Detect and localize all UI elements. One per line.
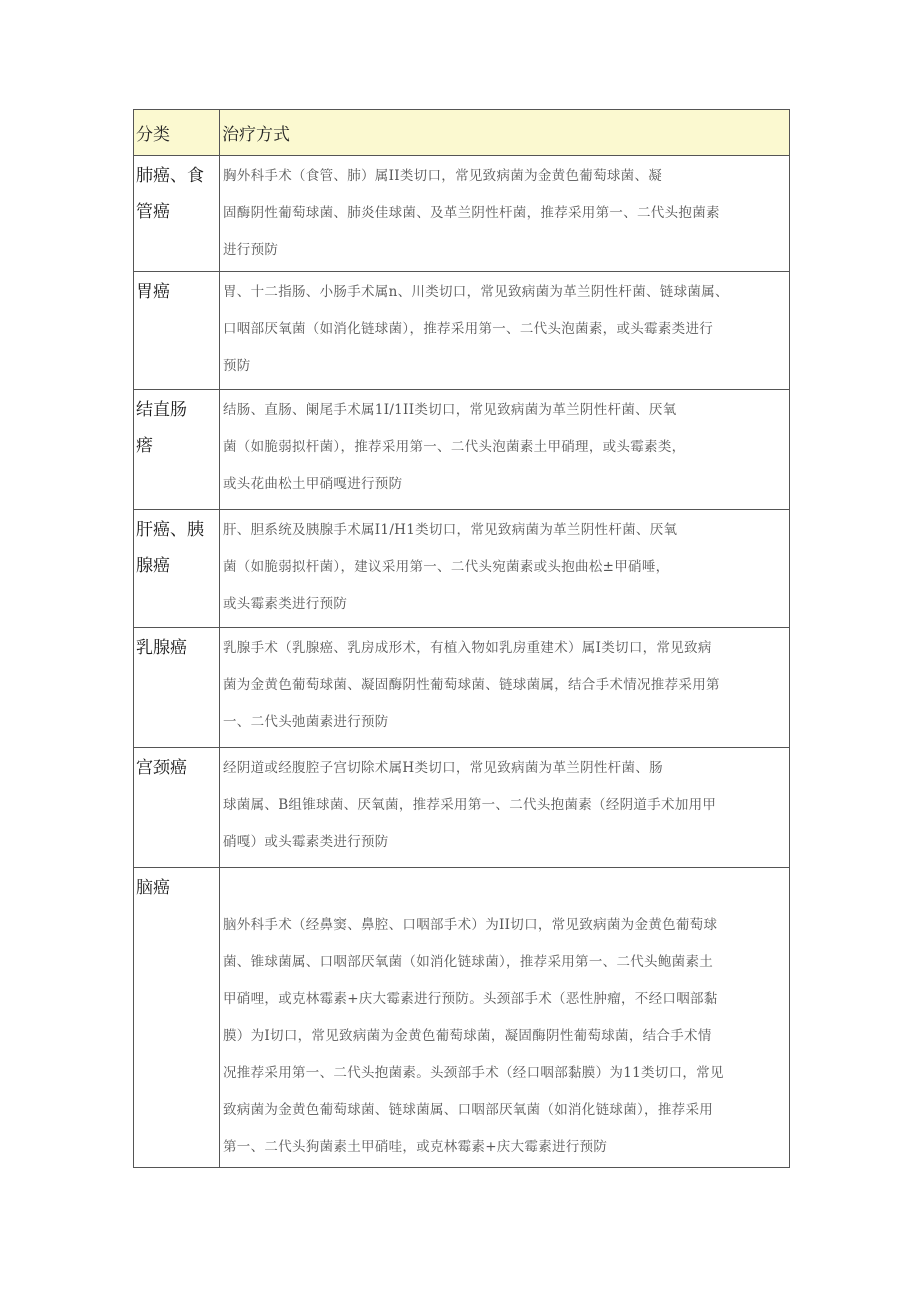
- treatment-line: 经阴道或经腹腔子宫切除术属H类切口，常见致病菌为革兰阴性杆菌、肠: [223, 760, 663, 776]
- treatment-line: 预防: [223, 358, 251, 374]
- treatment-line: 乳腺手术（乳腺癌、乳房成形术，有植入物如乳房重建术）属I类切口，常见致病: [223, 640, 712, 656]
- treatment-line: 胸外科手术（食管、肺）属II类切口，常见致病菌为金黄色葡萄球菌、凝: [223, 168, 663, 184]
- table-row: [134, 390, 790, 510]
- category-text: 肺癌、食: [136, 166, 204, 186]
- category-cell: [134, 156, 220, 272]
- treatment-line: 第一、二代头狗菌素土甲硝哇，或克林霉素+庆大霉素进行预防: [223, 1139, 608, 1155]
- category-text: 脑癌: [136, 878, 170, 898]
- treatment-line: 菌、锥球菌属、口咽部厌氧菌（如消化链球菌），推荐采用第一、二代头鲍菌素土: [223, 954, 714, 970]
- treatment-line: 固酶阴性葡萄球菌、肺炎佳球菌、及革兰阴性杆菌，推荐采用第一、二代头抱菌素: [223, 205, 720, 221]
- category-text: 结直肠: [136, 400, 187, 420]
- treatment-line: 脑外科手术（经鼻窦、鼻腔、口咽部手术）为II切口，常见致病菌为金黄色葡萄球: [223, 917, 718, 933]
- treatment-line: 结肠、直肠、阑尾手术属1I/1II类切口，常见致病菌为革兰阴性杆菌、厌氧: [223, 402, 677, 418]
- treatment-line: 菌为金黄色葡萄球菌、凝固酶阴性葡萄球菌、链球菌属，结合手术情况推荐采用第: [223, 677, 720, 693]
- header-treatment: 治疗方式: [220, 110, 790, 156]
- category-text: 胃癌: [136, 282, 170, 302]
- category-cell: [134, 510, 220, 628]
- treatment-line: 口咽部厌氧菌（如消化链球菌），推荐采用第一、二代头泡菌素，或头霉素类进行: [223, 321, 714, 337]
- category-cell: [134, 868, 220, 1168]
- table-row: [134, 868, 790, 1168]
- table-row: [134, 510, 790, 628]
- treatment-line: 致病菌为金黄色葡萄球菌、链球菌属、口咽部厌氧菌（如消化链球菌），推荐采用: [223, 1102, 714, 1118]
- treatment-cell: [220, 156, 790, 272]
- treatment-line: 硝嘎）或头霉素类进行预防: [223, 834, 389, 850]
- category-text: 瘩: [136, 436, 153, 456]
- category-text: 腺癌: [136, 556, 170, 576]
- treatment-line: 肝、胆系统及胰腺手术属I1/H1类切口，常见致病菌为革兰阴性杆菌、厌氧: [223, 522, 678, 538]
- treatment-line: 进行预防: [223, 242, 279, 258]
- treatment-line: 一、二代头弛菌素进行预防: [223, 714, 389, 730]
- category-cell: [134, 628, 220, 748]
- category-text: 管癌: [136, 202, 170, 222]
- treatment-cell: [220, 390, 790, 510]
- treatment-line: 或头花曲松土甲硝嘎进行预防: [223, 476, 403, 492]
- treatment-cell: [220, 748, 790, 868]
- table-row: [134, 628, 790, 748]
- treatment-line: 菌（如脆弱拟杆菌），建议采用第一、二代头宛菌素或头抱曲松±甲硝唾，: [223, 559, 670, 575]
- category-cell: [134, 390, 220, 510]
- treatment-line: 或头霉素类进行预防: [223, 596, 348, 612]
- treatment-cell: [220, 272, 790, 390]
- category-cell: [134, 272, 220, 390]
- header-category: 分类: [134, 110, 220, 156]
- treatment-line: [223, 870, 785, 907]
- treatment-line: 膜）为I切口，常见致病菌为金黄色葡萄球菌，凝固酶阴性葡萄球菌，结合手术情: [223, 1028, 712, 1044]
- table-row: [134, 748, 790, 868]
- treatment-cell: [220, 510, 790, 628]
- treatment-line: 胃、十二指肠、小肠手术属n、川类切口，常见致病菌为革兰阴性杆菌、链球菌属、: [223, 284, 729, 300]
- table-row: [134, 272, 790, 390]
- table-row: [134, 156, 790, 272]
- treatment-line: 甲硝哩，或克林霉素+庆大霉素进行预防。头颈部手术（恶性肿瘤，不经口咽部黏: [223, 991, 718, 1007]
- treatment-cell: [220, 868, 790, 1168]
- category-text: 宫颈癌: [136, 758, 187, 778]
- category-text: 乳腺癌: [136, 638, 187, 658]
- treatment-table: [133, 109, 790, 1168]
- table-header-row: [134, 110, 790, 156]
- treatment-cell: [220, 628, 790, 748]
- treatment-line: 菌（如脆弱拟杆菌），推荐采用第一、二代头泡菌素土甲硝理，或头霉素类，: [223, 439, 686, 455]
- treatment-line: 球菌属、B组锥球菌、厌氧菌，推荐采用第一、二代头抱菌素（经阴道手术加用甲: [223, 797, 717, 813]
- category-cell: [134, 748, 220, 868]
- treatment-line: 况推荐采用第一、二代头抱菌素。头颈部手术（经口咽部黏膜）为11类切口，常见: [223, 1065, 724, 1081]
- category-text: 肝癌、胰: [136, 520, 204, 540]
- table-body: [134, 110, 790, 1168]
